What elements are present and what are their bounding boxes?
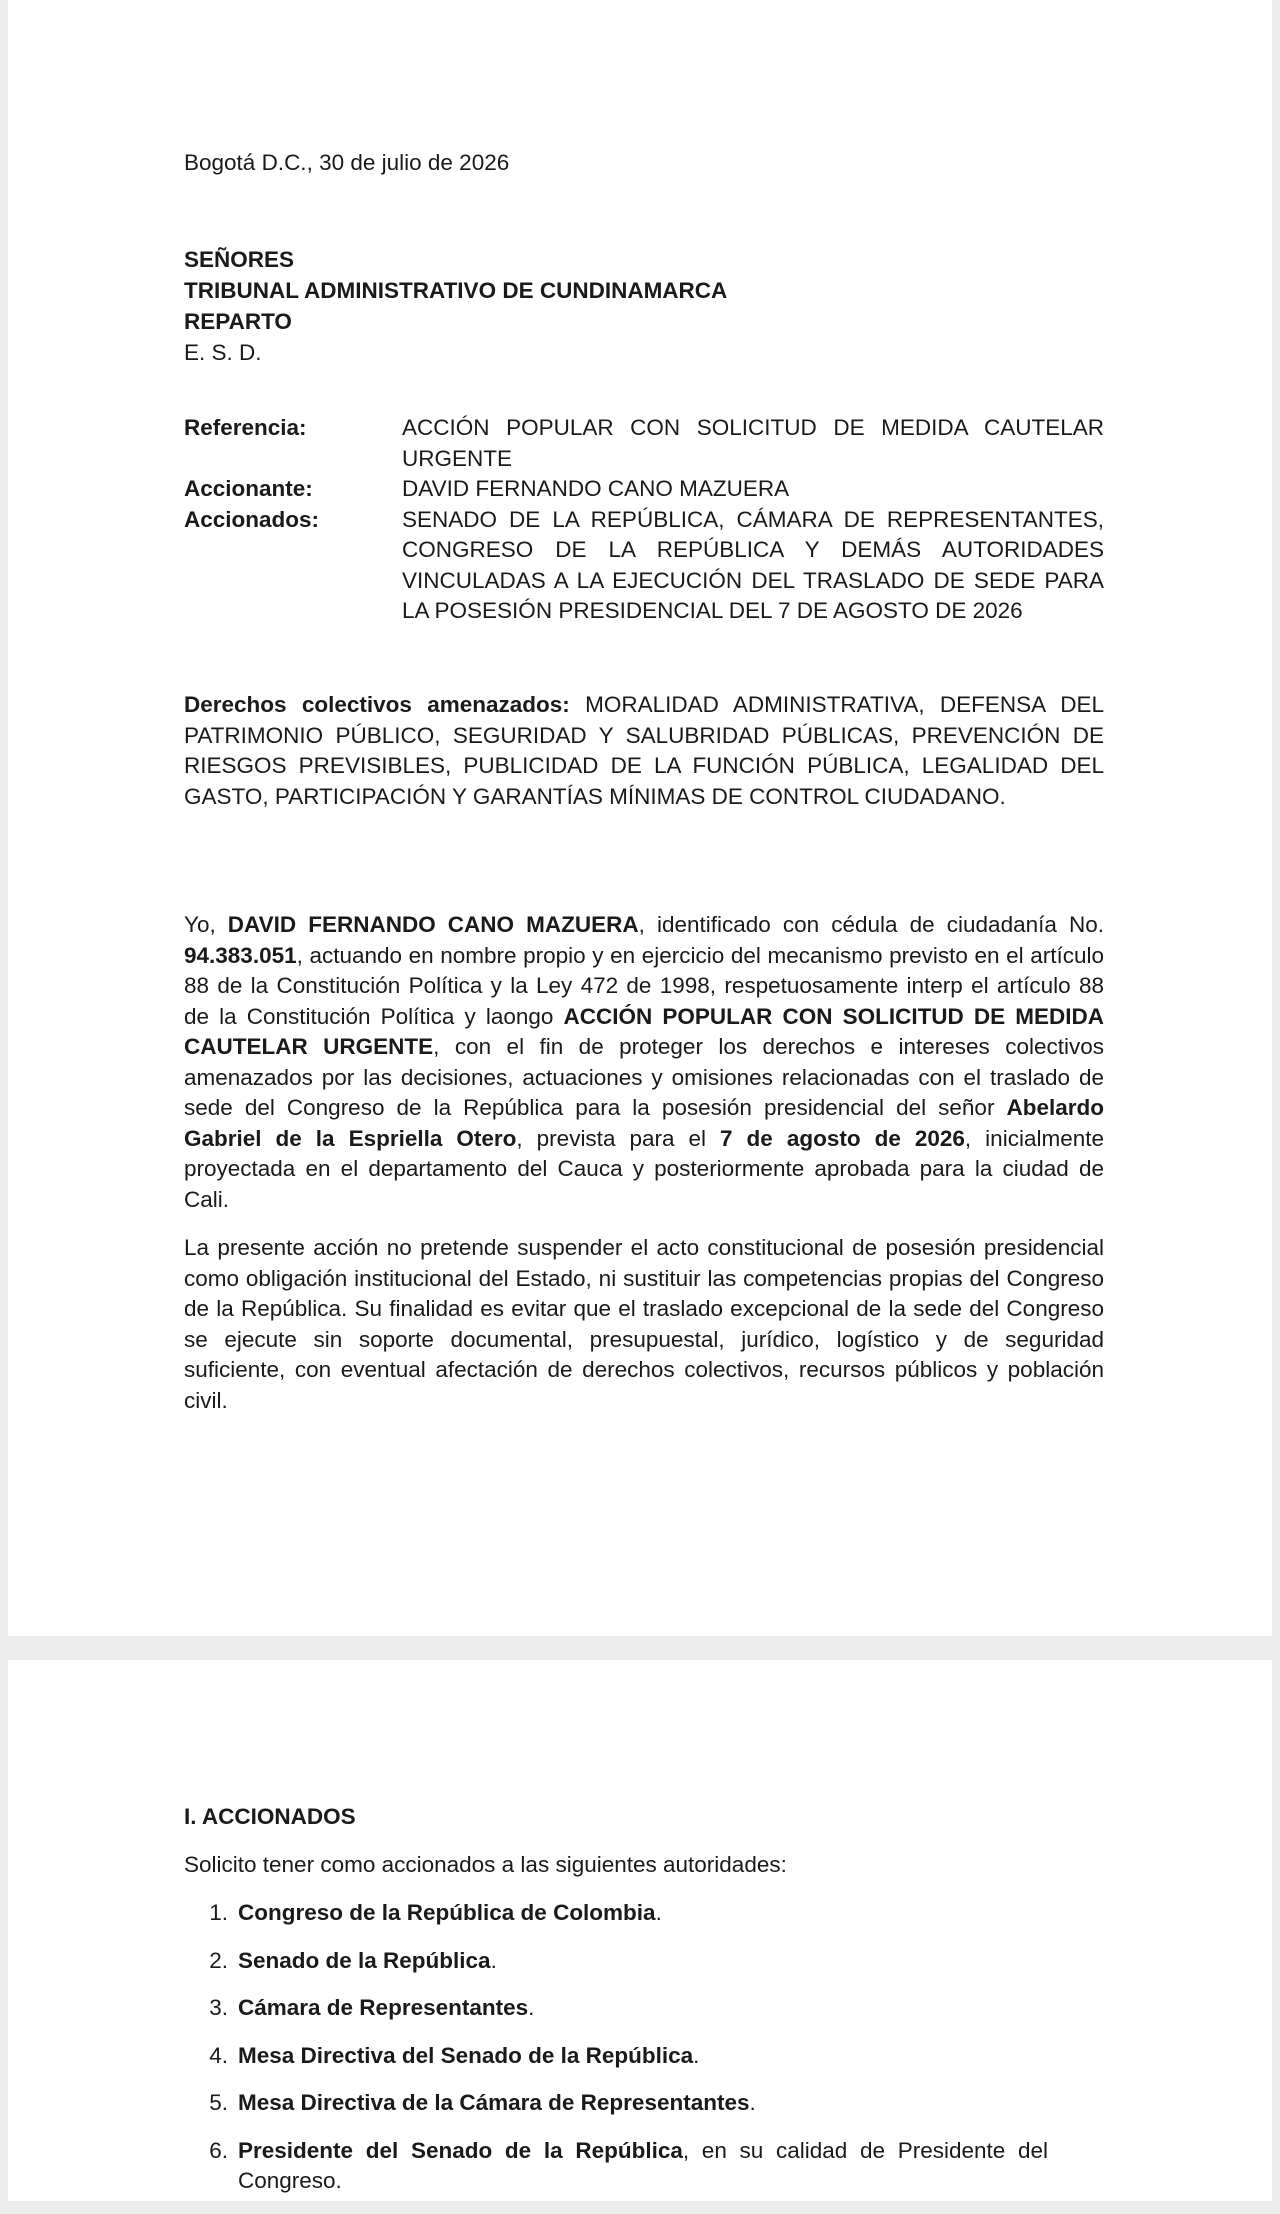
intro-paragraph	[184, 910, 1104, 1215]
list-item-bold: Presidente del Senado de la República	[238, 2137, 683, 2163]
list-item-number: 5.	[209, 2090, 228, 2115]
reference-table	[184, 413, 1104, 627]
derechos-text: MORALIDAD ADMINISTRATIVA, DEFENSA DEL PATRIMONIO PÚBLICO, SEGURIDAD Y SALUBRIDAD PÚBLICAS, PREVENCIÓN DE RIESGOS PREVISIBLES, PUBLICIDAD DE LA FUNCIÓN PÚBLICA, LEGALIDAD DEL GASTO, PARTICIPACIÓN Y GARANTÍAS MÍNIMAS DE CONTROL CIUDADANO.	[184, 692, 1104, 809]
addressee-reparto: REPARTO	[184, 309, 292, 334]
list-item	[184, 1898, 1104, 1929]
accionante-value: DAVID FERNANDO CANO MAZUERA	[402, 476, 790, 501]
list-item-bold: Cámara de Representantes	[238, 1995, 529, 2020]
list-item	[184, 1993, 1104, 2024]
document-page-1	[8, 0, 1272, 1636]
list-item-text	[238, 2136, 1048, 2197]
list-item-bold: Congreso de la República de Colombia	[238, 1900, 656, 1925]
intro-text-2: , identificado con cédula de ciudadanía No.	[638, 912, 1104, 937]
list-item-text	[238, 1898, 1048, 1929]
list-item	[184, 2088, 1104, 2119]
referencia-value: ACCIÓN POPULAR CON SOLICITUD DE MEDIDA CAUTELAR URGENTE	[402, 415, 1104, 471]
intro-text-1: Yo,	[184, 912, 228, 937]
intro-bold-accion: ACCIÓN POPULAR CON SOLICITUD DE MEDIDA CAUTELAR URGENTE	[184, 1003, 1105, 1059]
list-item-rest: , en su calidad de Presidente del Congreso.	[238, 2137, 1048, 2193]
intro-bold-cedula: 94.383.051	[184, 942, 297, 968]
accionante-label: Accionante:	[184, 476, 313, 501]
derechos-paragraph	[184, 690, 1104, 812]
list-item	[184, 1946, 1104, 1977]
list-item-rest: .	[528, 1995, 535, 2020]
document-page-2	[8, 1660, 1272, 2201]
list-item-text	[238, 1993, 1048, 2024]
list-item-number: 1.	[209, 1900, 228, 1925]
list-item-number: 6.	[209, 2137, 228, 2163]
list-item-rest: .	[655, 1900, 662, 1925]
addressee-block	[184, 244, 727, 368]
list-item-number: 3.	[209, 1995, 228, 2020]
list-item-bold: Mesa Directiva del Senado de la República	[238, 2042, 694, 2068]
accionados-row	[184, 505, 1104, 627]
intro-bold-date: 7 de agosto de 2026	[720, 1125, 965, 1151]
list-item-number: 4.	[209, 2042, 228, 2068]
list-item-bold: Mesa Directiva de la Cámara de Representantes	[238, 2090, 750, 2115]
intro-text-3: , actuando en nombre propio y en ejercicio del mecanismo previsto en el artículo 88 de la Constitución Política y la Ley 472 de 1998, respetuosamente interp el artículo 88 de la Constitución Política y laongo	[184, 942, 1104, 1029]
addressee-court: TRIBUNAL ADMINISTRATIVO DE CUNDINAMARCA	[184, 278, 728, 303]
list-item-rest: .	[693, 2042, 700, 2068]
list-item-bold: Senado de la República	[238, 1947, 491, 1973]
addressee-esd: E. S. D.	[184, 340, 262, 365]
intro-text-5: , prevista para el	[516, 1125, 721, 1151]
list-item-number: 2.	[209, 1947, 228, 1973]
intro-text-6: , inicialmente proyectada en el departamento del Cauca y posteriormente aprobada para la ciudad de Cali.	[184, 1125, 1104, 1212]
list-item-text	[238, 1946, 1048, 1977]
reference-row	[184, 413, 1104, 474]
intro-bold-person: Abelardo Gabriel de la Espriella Otero	[184, 1095, 1104, 1151]
intro-bold-name: DAVID FERNANDO CANO MAZUERA	[227, 912, 639, 937]
referencia-label: Referencia:	[184, 415, 307, 440]
list-item	[184, 2136, 1104, 2197]
accionados-value: SENADO DE LA REPÚBLICA, CÁMARA DE REPRESENTANTES, CONGRESO DE LA REPÚBLICA Y DEMÁS AUTORIDADES VINCULADAS A LA EJECUCIÓN DEL TRASLADO DE SEDE PARA LA POSESIÓN PRESIDENCIAL DEL 7 DE AGOSTO DE 2026	[402, 506, 1104, 623]
derechos-label: Derechos colectivos amenazados:	[184, 692, 570, 717]
accionante-row	[184, 474, 1104, 505]
list-item-text	[238, 2041, 1048, 2072]
accionados-list	[184, 1898, 1104, 2214]
date-line: Bogotá D.C., 30 de julio de 2026	[184, 150, 510, 175]
list-item-rest: .	[490, 1947, 497, 1973]
accionados-label: Accionados:	[184, 506, 320, 532]
section-heading-accionados: I. ACCIONADOS	[184, 1804, 356, 1829]
list-item-rest: .	[749, 2090, 756, 2115]
list-item-text	[238, 2088, 1048, 2119]
section-intro: Solicito tener como accionados a las siguientes autoridades:	[184, 1852, 787, 1877]
addressee-line-1: SEÑORES	[184, 247, 295, 272]
second-paragraph: La presente acción no pretende suspender el acto constitucional de posesión presidencial como obligación institucional del Estado, ni sustituir las competencias propias del Congreso de la República. Su finalidad es evitar que el traslado excepcional de la sede del Congreso se ejecute sin soporte documental, presupuestal, jurídico, logístico y de seguridad suficiente, con eventual afectación de derechos colectivos, recursos públicos y población civil.	[184, 1235, 1104, 1413]
intro-text-4: , con el fin de proteger los derechos e intereses colectivos amenazados por las decisiones, actuaciones y omisiones relacionadas con el traslado de sede del Congreso de la República para la posesión presidencial del señor	[184, 1034, 1104, 1120]
list-item	[184, 2041, 1104, 2072]
